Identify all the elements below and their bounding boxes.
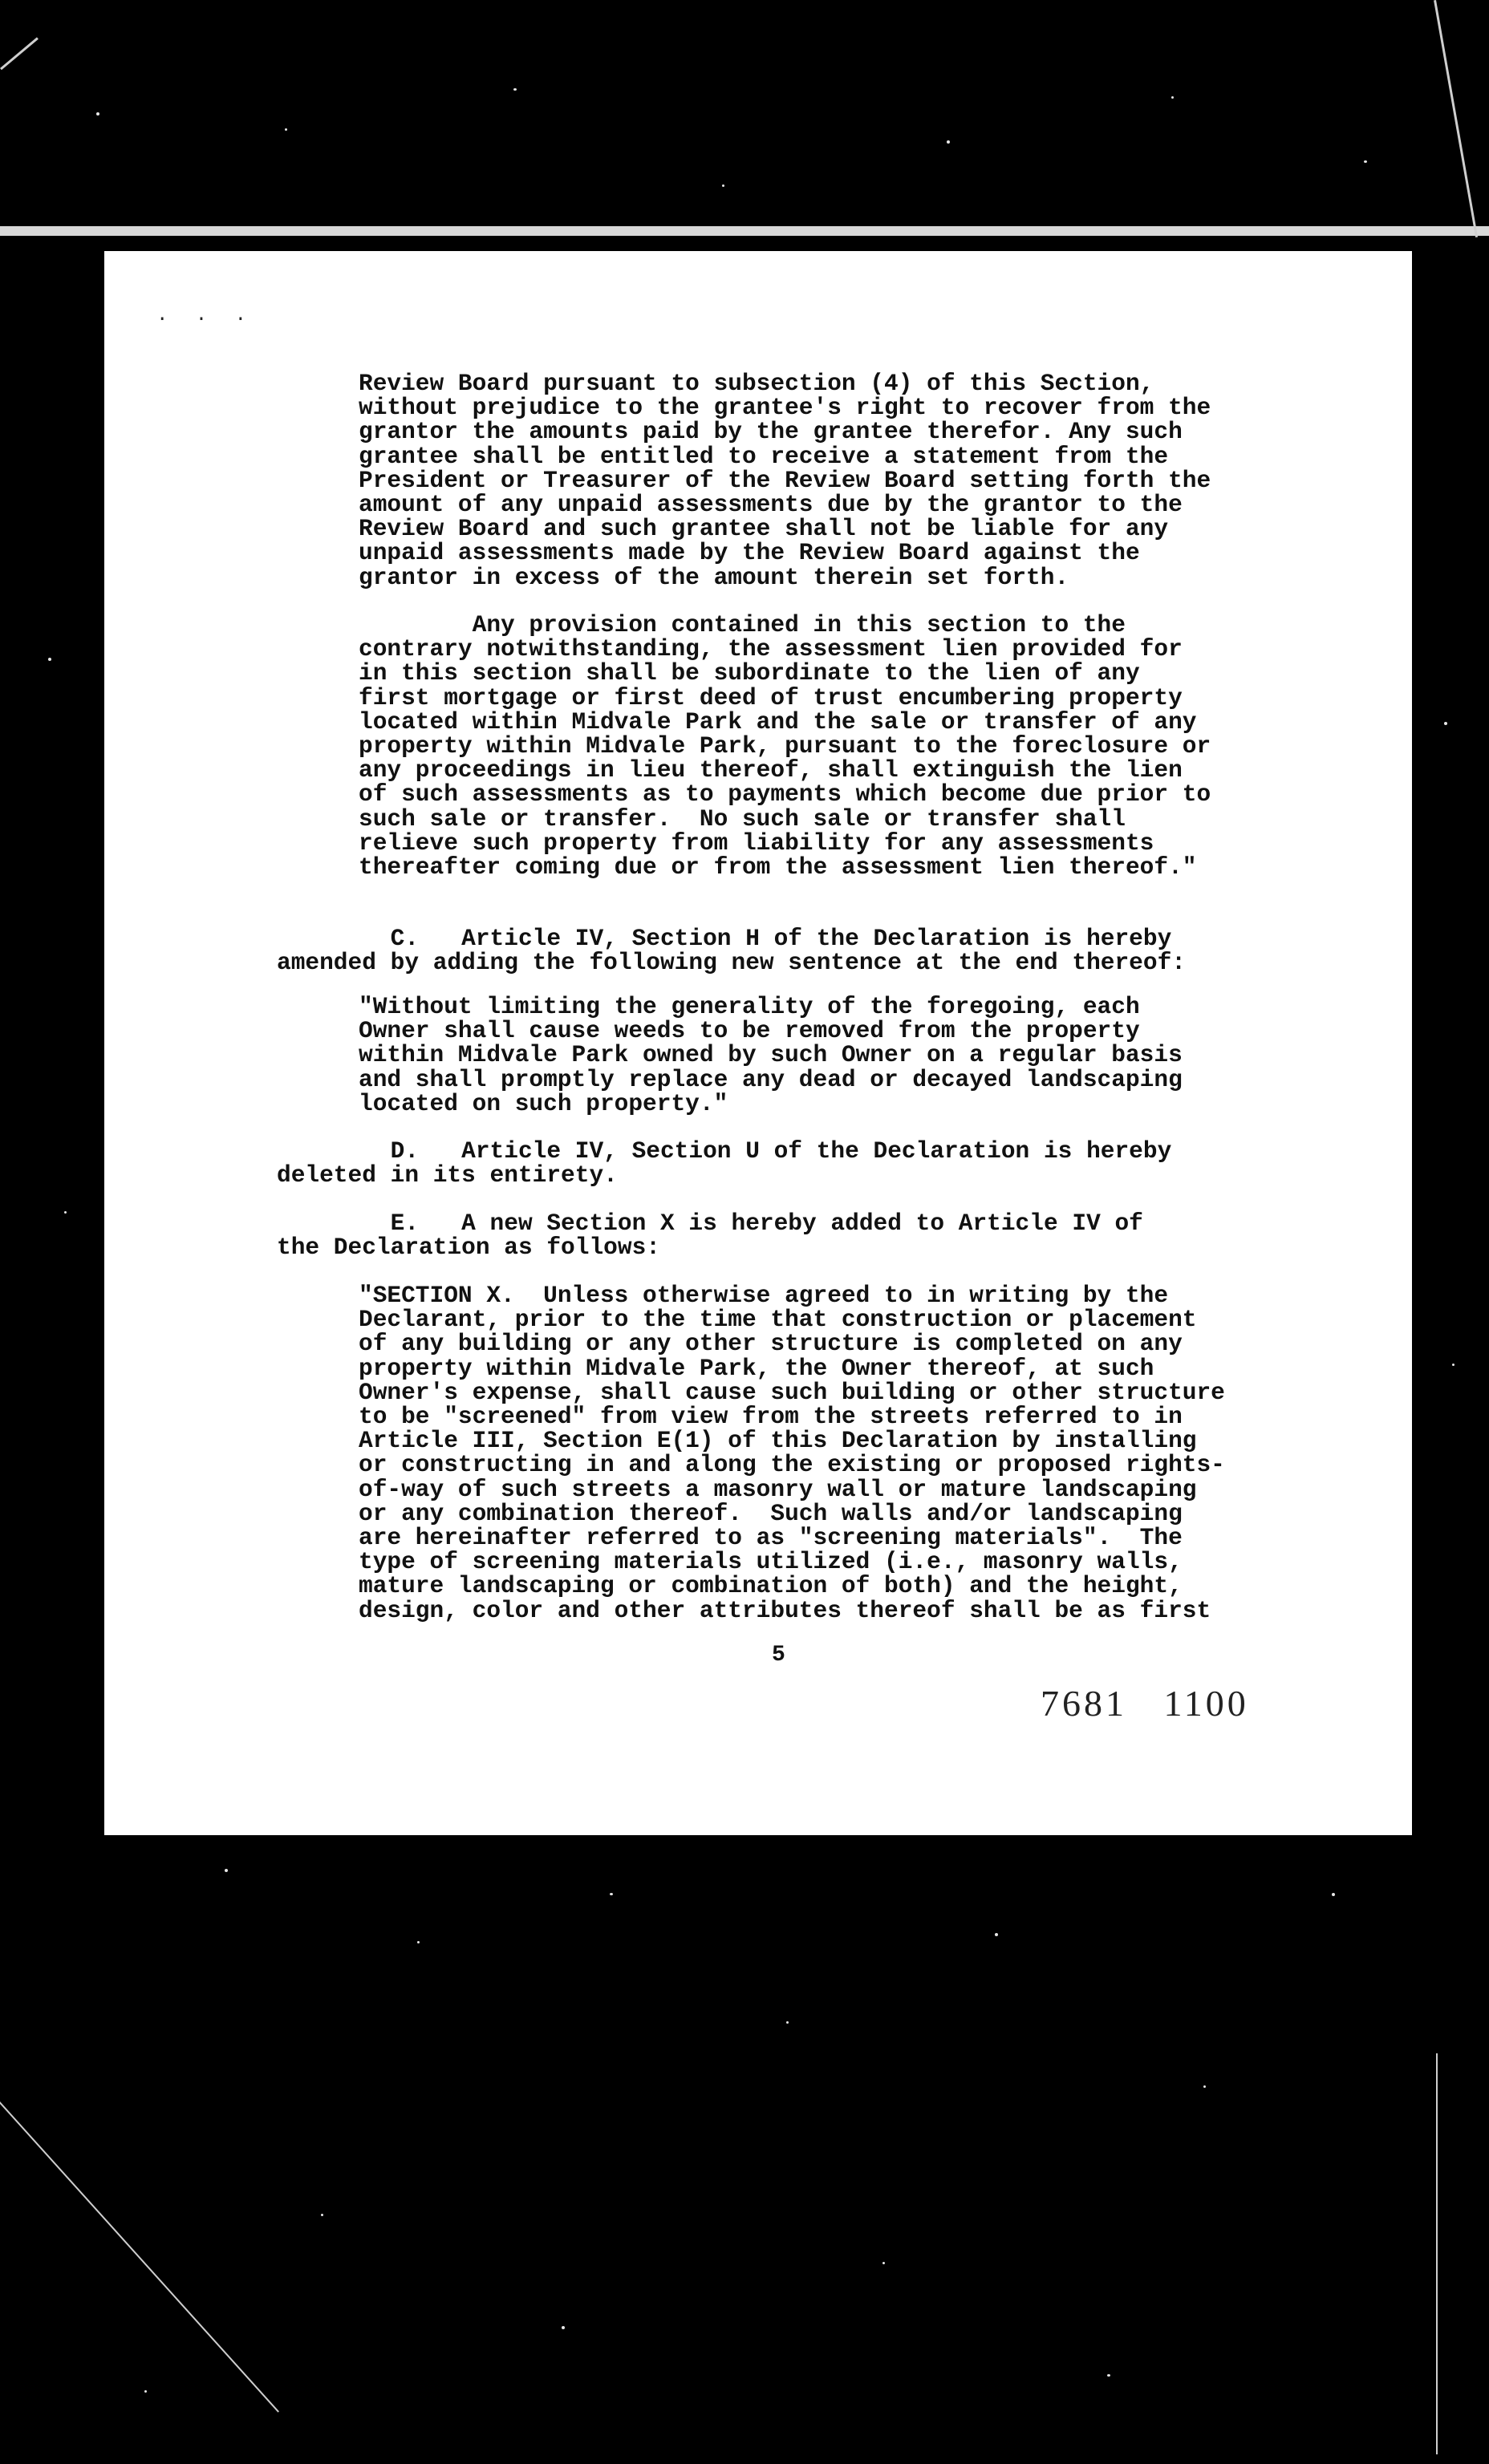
scan-speck <box>1332 1893 1335 1896</box>
paragraph-review-board: Review Board pursuant to subsection (4) of this Section, without prejudice to the grantee's right to recover from the grantor the amounts paid by the grantee therefor. Any such grantee shall be entitled to receive a statement from the President or Treasurer of the Review Board setting forth the amount of any unpaid assessments due by the grantor to the Review Board and such grantee shall not be liable for any unpaid assessments made by the Review Board against the grantor in excess of the amount therein set forth. <box>359 370 1211 591</box>
scan-speck <box>64 1211 67 1214</box>
scan-speck <box>1444 722 1447 725</box>
scan-speck <box>786 2021 789 2024</box>
scan-speck <box>947 140 950 144</box>
scan-artifact-line <box>1436 2053 1438 2454</box>
scan-speck <box>610 1893 613 1895</box>
scan-speck <box>1452 1364 1455 1366</box>
scan-speck <box>1171 96 1174 99</box>
scan-speck <box>48 658 51 661</box>
scan-speck <box>562 2326 565 2329</box>
scan-speck <box>513 88 517 91</box>
scan-speck <box>285 128 287 131</box>
page-number: 5 <box>772 1643 785 1668</box>
scan-speck <box>882 2262 885 2264</box>
scan-speck <box>1107 2374 1110 2377</box>
scan-speck <box>96 112 99 116</box>
scan-speck <box>144 2390 147 2393</box>
paragraph-section-c: C. Article IV, Section H of the Declaration is hereby amended by adding the following new sentence at the end thereof: <box>277 925 1186 977</box>
paragraph-weeds-clause: "Without limiting the generality of the foregoing, each Owner shall cause weeds to be removed from the property within Midvale Park owned by such Owner on a regular basis and shall promptly replace any dead or decayed landscaping located on such property." <box>359 993 1183 1117</box>
scan-background-top <box>0 0 1489 233</box>
scan-speck <box>321 2214 323 2216</box>
scan-speck <box>225 1869 228 1872</box>
scan-speck <box>995 1933 998 1936</box>
scan-speck <box>1364 160 1367 163</box>
scan-artifact-line <box>0 2101 279 2413</box>
scan-edge-rule <box>0 226 1489 236</box>
page-marks: . . . <box>156 305 255 326</box>
scan-speck <box>1203 2085 1206 2088</box>
record-number: 7681 1100 <box>1041 1683 1249 1724</box>
paragraph-section-d: D. Article IV, Section U of the Declaration is hereby deleted in its entirety. <box>277 1137 1172 1189</box>
scan-speck <box>722 184 724 187</box>
paragraph-assessment-lien: Any provision contained in this section to the contrary notwithstanding, the assessment lien provided for in this section shall be subordinate to the lien of any first mortgage or first deed of trust encumbering property located within Midvale Park and the sale or transfer of any property within Midvale Park, pursuant to the foreclosure or any proceedings in lieu thereof, shall extinguish the lien of such assessments as to payments which become due prior to such sale or transfer. No such sale or transfer shall relieve such property from liability for any assessments thereafter coming due or from the assessment lien thereof." <box>359 611 1211 881</box>
paragraph-section-x: "SECTION X. Unless otherwise agreed to in writing by the Declarant, prior to the time that construction or placement of any building or any other structure is completed on any property within Midvale Park, the Owner thereof, at such Owner's expense, shall cause such building or other structure to be "screened" from view from the streets referred to in Article III, Section E(1) of this Declaration by installing or constructing in and along the existing or proposed rights- of-way of such streets a masonry wall or mature landscaping or any combination thereof. Such walls and/or landscaping are hereinafter referred to as "screening materials". The type of screening materials utilized (i.e., masonry walls, mature landscaping or combination of both) and the height, design, color and other attributes thereof shall be as first <box>359 1282 1225 1624</box>
scan-speck <box>417 1941 420 1943</box>
paragraph-section-e: E. A new Section X is hereby added to Article IV of the Declaration as follows: <box>277 1210 1143 1262</box>
